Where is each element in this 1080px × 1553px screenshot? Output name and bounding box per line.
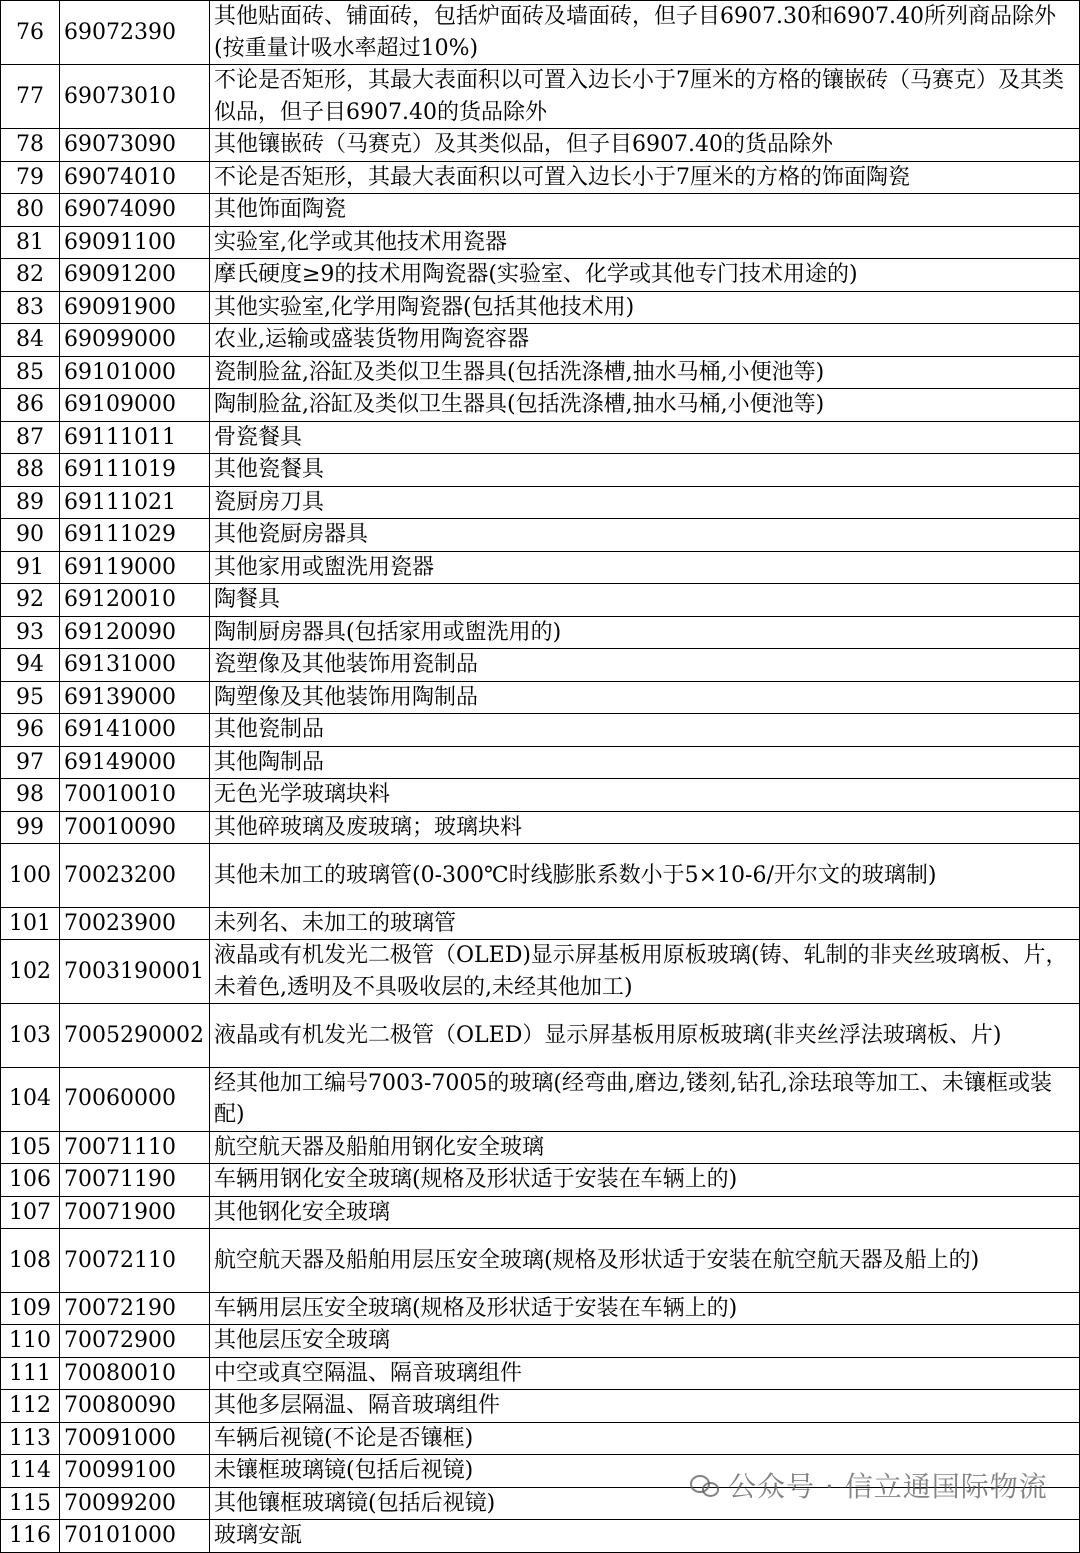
row-number: 110 <box>1 1325 60 1358</box>
hs-code: 69074090 <box>60 194 210 227</box>
table-row <box>1 454 1080 487</box>
commodity-description: 航空航天器及船舶用钢化安全玻璃 <box>210 1131 1080 1164</box>
table-row <box>1 779 1080 812</box>
table-row <box>1 194 1080 227</box>
commodity-description: 其他饰面陶瓷 <box>210 194 1080 227</box>
row-number: 115 <box>1 1487 60 1520</box>
row-number: 86 <box>1 389 60 422</box>
watermark-text: 公众号 · 信立通国际物流 <box>728 1470 1048 1503</box>
table-row <box>1 811 1080 844</box>
commodity-description: 未列名、未加工的玻璃管 <box>210 907 1080 940</box>
row-number: 87 <box>1 421 60 454</box>
hs-code: 69119000 <box>60 551 210 584</box>
commodity-description: 瓷厨房刀具 <box>210 486 1080 519</box>
table-row <box>1 940 1080 1004</box>
row-number: 103 <box>1 1004 60 1068</box>
row-number: 85 <box>1 356 60 389</box>
table-row <box>1 259 1080 292</box>
hs-code: 7003190001 <box>60 940 210 1004</box>
table-row <box>1 1357 1080 1390</box>
row-number: 89 <box>1 486 60 519</box>
row-number: 108 <box>1 1229 60 1293</box>
row-number: 102 <box>1 940 60 1004</box>
table-row <box>1 746 1080 779</box>
commodity-description: 玻璃安瓿 <box>210 1520 1080 1553</box>
commodity-description: 其他钢化安全玻璃 <box>210 1196 1080 1229</box>
commodity-description: 陶制厨房器具(包括家用或盥洗用的) <box>210 616 1080 649</box>
hs-code: 70023200 <box>60 844 210 908</box>
commodity-description: 经其他加工编号7003-7005的玻璃(经弯曲,磨边,镂刻,钻孔,涂珐琅等加工、未镶框或装配) <box>210 1067 1080 1131</box>
table-row <box>1 1422 1080 1455</box>
commodity-description: 液晶或有机发光二极管（OLED)显示屏基板用原板玻璃(铸、轧制的非夹丝玻璃板、片，未着色,透明及不具吸收层的,未经其他加工) <box>210 940 1080 1004</box>
commodity-description: 实验室,化学或其他技术用瓷器 <box>210 226 1080 259</box>
hs-code: 69109000 <box>60 389 210 422</box>
commodity-description: 其他家用或盥洗用瓷器 <box>210 551 1080 584</box>
table-row <box>1 1004 1080 1068</box>
row-number: 83 <box>1 291 60 324</box>
table-row <box>1 1067 1080 1131</box>
row-number: 88 <box>1 454 60 487</box>
table-row <box>1 324 1080 357</box>
commodity-description: 其他瓷制品 <box>210 714 1080 747</box>
row-number: 95 <box>1 681 60 714</box>
hs-code: 69141000 <box>60 714 210 747</box>
table-row <box>1 649 1080 682</box>
hs-code: 70091000 <box>60 1422 210 1455</box>
table-row <box>1 291 1080 324</box>
hs-code: 69120090 <box>60 616 210 649</box>
commodity-description: 不论是否矩形，其最大表面积以可置入边长小于7厘米的方格的镶嵌砖（马赛克）及其类似品，但子目6907.40的货品除外 <box>210 65 1080 129</box>
hs-code: 70010090 <box>60 811 210 844</box>
table-row <box>1 1229 1080 1293</box>
hs-code: 70072190 <box>60 1292 210 1325</box>
commodity-description: 摩氏硬度≥9的技术用陶瓷器(实验室、化学或其他专门技术用途的) <box>210 259 1080 292</box>
hs-code: 70099200 <box>60 1487 210 1520</box>
hs-code: 69149000 <box>60 746 210 779</box>
row-number: 93 <box>1 616 60 649</box>
row-number: 90 <box>1 519 60 552</box>
row-number: 92 <box>1 584 60 617</box>
table-row <box>1 1131 1080 1164</box>
commodity-description: 无色光学玻璃块料 <box>210 779 1080 812</box>
hs-code: 69111029 <box>60 519 210 552</box>
commodity-description: 瓷塑像及其他装饰用瓷制品 <box>210 649 1080 682</box>
hs-code: 69091900 <box>60 291 210 324</box>
table-row <box>1 1164 1080 1197</box>
row-number: 77 <box>1 65 60 129</box>
row-number: 100 <box>1 844 60 908</box>
commodity-description: 不论是否矩形，其最大表面积以可置入边长小于7厘米的方格的饰面陶瓷 <box>210 161 1080 194</box>
commodity-description: 中空或真空隔温、隔音玻璃组件 <box>210 1357 1080 1390</box>
row-number: 91 <box>1 551 60 584</box>
row-number: 80 <box>1 194 60 227</box>
hs-code: 70060000 <box>60 1067 210 1131</box>
table-row <box>1 1520 1080 1553</box>
row-number: 104 <box>1 1067 60 1131</box>
row-number: 112 <box>1 1390 60 1423</box>
table-row <box>1 551 1080 584</box>
hs-code: 69120010 <box>60 584 210 617</box>
commodity-description: 其他陶制品 <box>210 746 1080 779</box>
hs-code: 69139000 <box>60 681 210 714</box>
watermark <box>690 1465 1048 1505</box>
table-row <box>1 129 1080 162</box>
hs-code: 69101000 <box>60 356 210 389</box>
hs-code: 69111021 <box>60 486 210 519</box>
hs-code: 69091100 <box>60 226 210 259</box>
row-number: 111 <box>1 1357 60 1390</box>
row-number: 82 <box>1 259 60 292</box>
commodity-description: 其他碎玻璃及废玻璃；玻璃块料 <box>210 811 1080 844</box>
hs-code: 7005290002 <box>60 1004 210 1068</box>
commodity-description: 其他层压安全玻璃 <box>210 1325 1080 1358</box>
table-row <box>1 1 1080 65</box>
row-number: 79 <box>1 161 60 194</box>
row-number: 105 <box>1 1131 60 1164</box>
hs-code: 69074010 <box>60 161 210 194</box>
commodity-description: 其他贴面砖、铺面砖，包括炉面砖及墙面砖，但子目6907.30和6907.40所列商品除外(按重量计吸水率超过10%) <box>210 1 1080 65</box>
table-row <box>1 616 1080 649</box>
row-number: 109 <box>1 1292 60 1325</box>
row-number: 97 <box>1 746 60 779</box>
table-row <box>1 65 1080 129</box>
hs-code: 69073090 <box>60 129 210 162</box>
table-row <box>1 844 1080 908</box>
row-number: 98 <box>1 779 60 812</box>
table-row <box>1 226 1080 259</box>
table-row <box>1 714 1080 747</box>
hs-code: 70099100 <box>60 1455 210 1488</box>
row-number: 116 <box>1 1520 60 1553</box>
hs-code: 70010010 <box>60 779 210 812</box>
table-body <box>1 1 1080 1553</box>
commodity-description: 其他未加工的玻璃管(0-300℃时线膨胀系数小于5×10-6/开尔文的玻璃制) <box>210 844 1080 908</box>
hs-code: 69111011 <box>60 421 210 454</box>
hs-code: 70023900 <box>60 907 210 940</box>
hs-code: 70072110 <box>60 1229 210 1293</box>
table-row <box>1 421 1080 454</box>
commodity-description: 农业,运输或盛装货物用陶瓷容器 <box>210 324 1080 357</box>
hs-code: 69073010 <box>60 65 210 129</box>
commodity-description: 陶塑像及其他装饰用陶制品 <box>210 681 1080 714</box>
hs-code: 70101000 <box>60 1520 210 1553</box>
commodity-description: 其他多层隔温、隔音玻璃组件 <box>210 1390 1080 1423</box>
commodity-description: 其他瓷餐具 <box>210 454 1080 487</box>
hs-code: 69091200 <box>60 259 210 292</box>
row-number: 101 <box>1 907 60 940</box>
commodity-description: 陶餐具 <box>210 584 1080 617</box>
hs-code: 70071190 <box>60 1164 210 1197</box>
row-number: 84 <box>1 324 60 357</box>
row-number: 113 <box>1 1422 60 1455</box>
wechat-icon <box>690 1473 720 1497</box>
row-number: 107 <box>1 1196 60 1229</box>
hs-code: 69099000 <box>60 324 210 357</box>
row-number: 106 <box>1 1164 60 1197</box>
commodity-description: 其他瓷厨房器具 <box>210 519 1080 552</box>
commodity-description: 其他镶嵌砖（马赛克）及其类似品，但子目6907.40的货品除外 <box>210 129 1080 162</box>
commodity-description: 车辆用钢化安全玻璃(规格及形状适于安装在车辆上的) <box>210 1164 1080 1197</box>
hs-code: 69072390 <box>60 1 210 65</box>
hs-code: 70071900 <box>60 1196 210 1229</box>
table-row <box>1 1325 1080 1358</box>
table-row <box>1 1196 1080 1229</box>
table-row <box>1 681 1080 714</box>
table-row <box>1 519 1080 552</box>
hs-code: 70071110 <box>60 1131 210 1164</box>
hs-code: 70080090 <box>60 1390 210 1423</box>
table-row <box>1 486 1080 519</box>
commodity-description: 液晶或有机发光二极管（OLED）显示屏基板用原板玻璃(非夹丝浮法玻璃板、片) <box>210 1004 1080 1068</box>
table-row <box>1 389 1080 422</box>
commodity-description: 陶制脸盆,浴缸及类似卫生器具(包括洗涤槽,抽水马桶,小便池等) <box>210 389 1080 422</box>
commodity-description: 车辆后视镜(不论是否镶框) <box>210 1422 1080 1455</box>
hs-code: 69111019 <box>60 454 210 487</box>
table-row <box>1 356 1080 389</box>
hs-code: 70072900 <box>60 1325 210 1358</box>
commodity-description: 瓷制脸盆,浴缸及类似卫生器具(包括洗涤槽,抽水马桶,小便池等) <box>210 356 1080 389</box>
commodity-description: 其他镶框玻璃镜(包括后视镜) <box>210 1487 1080 1520</box>
table-row <box>1 907 1080 940</box>
row-number: 94 <box>1 649 60 682</box>
table-row <box>1 1292 1080 1325</box>
table-row <box>1 584 1080 617</box>
row-number: 78 <box>1 129 60 162</box>
commodity-description: 未镶框玻璃镜(包括后视镜) <box>210 1455 1080 1488</box>
row-number: 76 <box>1 1 60 65</box>
table-row <box>1 161 1080 194</box>
row-number: 96 <box>1 714 60 747</box>
commodity-description: 车辆用层压安全玻璃(规格及形状适于安装在车辆上的) <box>210 1292 1080 1325</box>
commodity-description: 骨瓷餐具 <box>210 421 1080 454</box>
table-row <box>1 1390 1080 1423</box>
row-number: 81 <box>1 226 60 259</box>
commodity-description: 航空航天器及船舶用层压安全玻璃(规格及形状适于安装在航空航天器及船上的) <box>210 1229 1080 1293</box>
row-number: 114 <box>1 1455 60 1488</box>
hs-code: 70080010 <box>60 1357 210 1390</box>
hs-code: 69131000 <box>60 649 210 682</box>
commodity-description: 其他实验室,化学用陶瓷器(包括其他技术用) <box>210 291 1080 324</box>
row-number: 99 <box>1 811 60 844</box>
